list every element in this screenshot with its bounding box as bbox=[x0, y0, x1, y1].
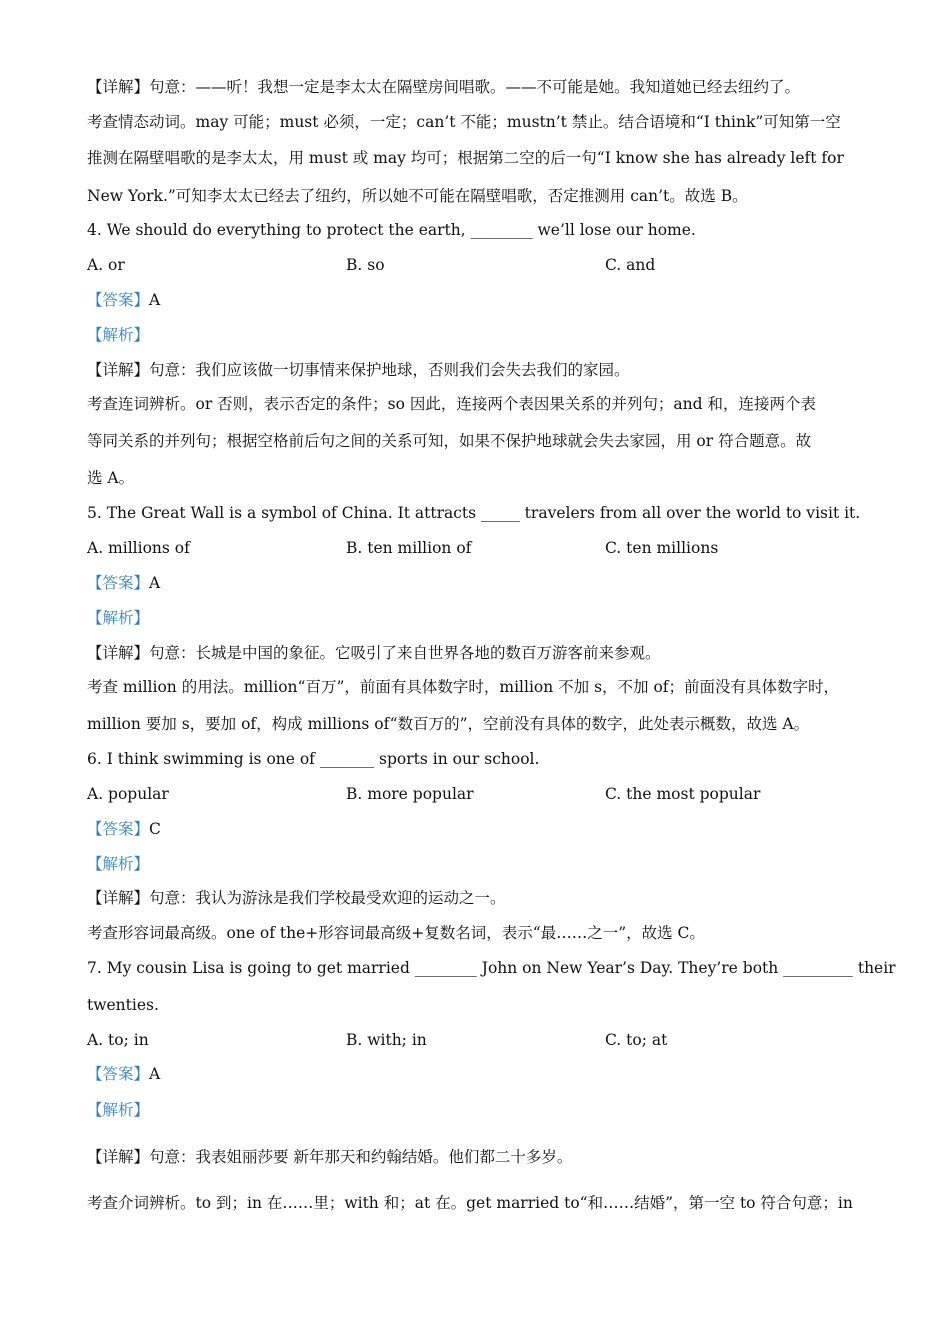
explanation-line: 考查介词辨析。to 到；in 在……里；with 和；at 在。get married to“和……结婚”，第一空 to 符合句意；in bbox=[87, 1194, 853, 1212]
question-stem: 7. My cousin Lisa is going to get married ________ John on New Year’s Day. They’re both _________ their bbox=[87, 959, 896, 977]
option-a: A. to; in bbox=[87, 1031, 149, 1049]
option-c: C. to; at bbox=[605, 1031, 668, 1049]
answer-line bbox=[87, 1064, 862, 1084]
explanation-line: 推测在隔壁唱歌的是李太太，用 must 或 may 均可；根据第二空的后一句“I know she has already left for bbox=[87, 149, 844, 167]
option-c: C. and bbox=[605, 256, 656, 274]
explanation-line: million 要加 s，要加 of，构成 millions of“数百万的”，空前没有具体的数字，此处表示概数，故选 A。 bbox=[87, 715, 810, 733]
analysis-label: 【解析】 bbox=[87, 326, 150, 344]
option-a: A. or bbox=[87, 256, 125, 274]
answer-line bbox=[87, 290, 862, 310]
question-stem-continuation: twenties. bbox=[87, 996, 159, 1014]
question-stem: 5. The Great Wall is a symbol of China. It attracts _____ travelers from all over the world to visit it. bbox=[87, 504, 861, 522]
detail-line: 【详解】句意：我认为游泳是我们学校最受欢迎的运动之一。 bbox=[87, 889, 506, 907]
answer-value: A bbox=[149, 291, 161, 309]
answer-label: 【答案】 bbox=[87, 574, 150, 592]
detail-line: 【详解】句意：我们应该做一切事情来保护地球，否则我们会失去我们的家园。 bbox=[87, 361, 630, 379]
option-c: C. the most popular bbox=[605, 785, 761, 803]
option-b: B. more popular bbox=[346, 785, 474, 803]
explanation-line: New York.”可知李太太已经去了纽约，所以她不可能在隔壁唱歌，否定推测用 can’t。故选 B。 bbox=[87, 187, 748, 205]
answer-label: 【答案】 bbox=[87, 1065, 150, 1083]
option-a: A. popular bbox=[87, 785, 169, 803]
detail-line: 【详解】句意：长城是中国的象征。它吸引了来自世界各地的数百万游客前来参观。 bbox=[87, 644, 661, 662]
question-stem: 4. We should do everything to protect the earth, ________ we’ll lose our home. bbox=[87, 221, 696, 239]
explanation-line: 选 A。 bbox=[87, 469, 135, 487]
analysis-label: 【解析】 bbox=[87, 1101, 150, 1119]
answer-value: C bbox=[149, 820, 161, 838]
option-b: B. with; in bbox=[346, 1031, 427, 1049]
detail-line: 【详解】句意：我表姐丽莎要 新年那天和约翰结婚。他们都二十多岁。 bbox=[87, 1148, 573, 1166]
explanation-line: 考查情态动词。may 可能；must 必须，一定；can’t 不能；mustn’t 禁止。结合语境和“I think”可知第一空 bbox=[87, 113, 841, 131]
option-c: C. ten millions bbox=[605, 539, 719, 557]
analysis-label: 【解析】 bbox=[87, 609, 150, 627]
explanation-line: 考查形容词最高级。one of the+形容词最高级+复数名词，表示“最……之一”，故选 C。 bbox=[87, 924, 705, 942]
detail-line: 【详解】句意：——听！我想一定是李太太在隔壁房间唱歌。——不可能是她。我知道她已经去纽约了。 bbox=[87, 78, 801, 96]
explanation-line: 考查 million 的用法。million“百万”，前面有具体数字时，million 不加 s，不加 of；前面没有具体数字时， bbox=[87, 678, 840, 696]
answer-label: 【答案】 bbox=[87, 291, 150, 309]
explanation-line: 等同关系的并列句；根据空格前后句之间的关系可知，如果不保护地球就会失去家园，用 or 符合题意。故 bbox=[87, 432, 812, 450]
answer-value: A bbox=[149, 574, 161, 592]
answer-line bbox=[87, 573, 862, 593]
option-a: A. millions of bbox=[87, 539, 190, 557]
option-b: B. so bbox=[346, 256, 385, 274]
question-stem: 6. I think swimming is one of _______ sports in our school. bbox=[87, 750, 540, 768]
option-b: B. ten million of bbox=[346, 539, 472, 557]
answer-label: 【答案】 bbox=[87, 820, 150, 838]
answer-value: A bbox=[149, 1065, 161, 1083]
answer-line bbox=[87, 819, 862, 839]
analysis-label: 【解析】 bbox=[87, 855, 150, 873]
explanation-line: 考查连词辨析。or 否则，表示否定的条件；so 因此，连接两个表因果关系的并列句；and 和，连接两个表 bbox=[87, 395, 816, 413]
